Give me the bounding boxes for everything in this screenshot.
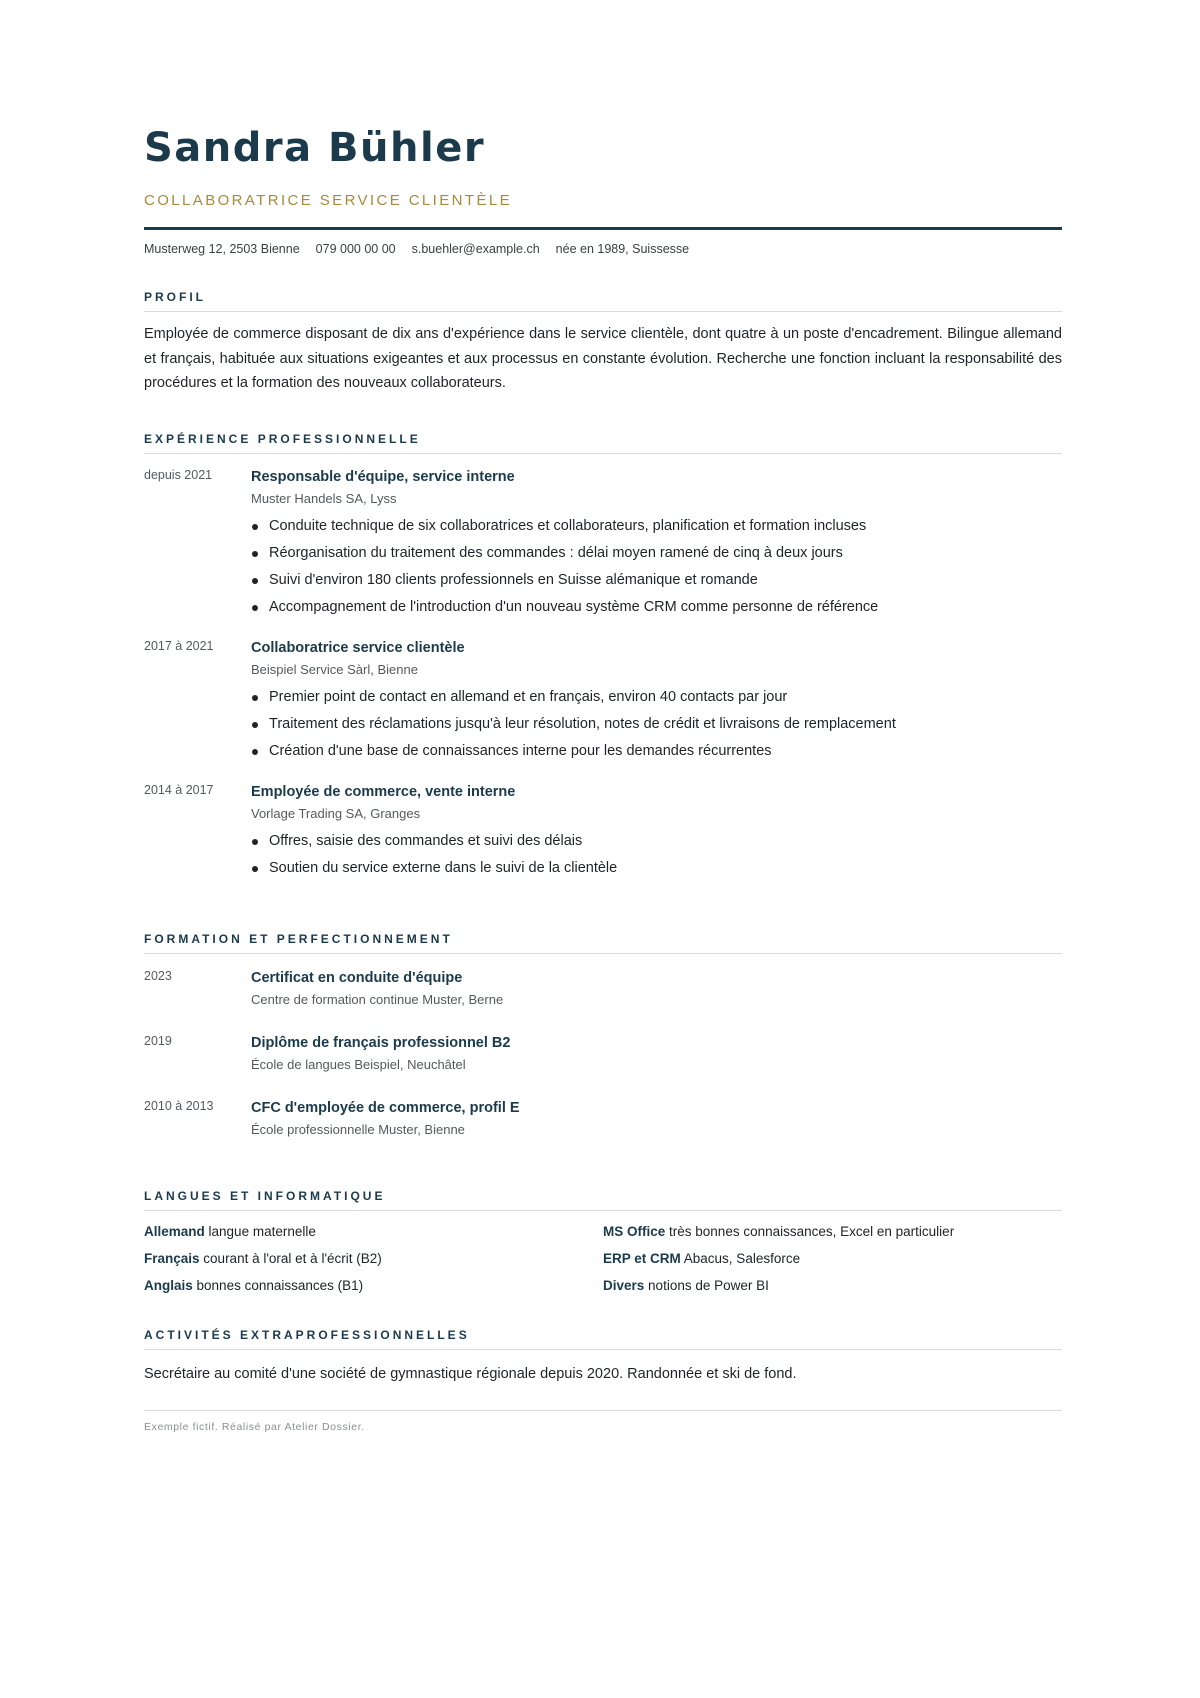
it-item <box>603 1220 1062 1244</box>
section-heading-profil: PROFIL <box>144 290 1062 312</box>
contact-line <box>144 242 1062 256</box>
entry-bullets <box>251 828 1062 882</box>
language-item <box>144 1220 603 1244</box>
experience-entry <box>144 637 1062 765</box>
section-heading-langues: LANGUES ET INFORMATIQUE <box>144 1189 1062 1211</box>
entry-organization: Beispiel Service Sàrl, Bienne <box>251 661 418 677</box>
entry-date: 2014 à 2017 <box>144 782 214 797</box>
entry-body <box>251 967 1062 1011</box>
contact-address: Musterweg 12, 2503 Bienne <box>144 242 300 256</box>
entry-body <box>251 1032 1062 1076</box>
formation-entry <box>144 967 1062 1011</box>
footer-divider <box>144 1410 1062 1411</box>
entry-date: depuis 2021 <box>144 467 213 482</box>
profil-text: Employée de commerce disposant de dix ans d'expérience dans le service clientèle, dont quatre à un poste d'encadrement. Bilingue allemand et français, habituée aux situations exigeantes et aux processus en constante évolution. Recherche une fonction incluant la responsabilité des procédures et la formation des nouveaux collaborateurs. <box>144 326 1062 391</box>
entry-role: Employée de commerce, vente interne <box>251 783 516 800</box>
formation-school: Centre de formation continue Muster, Berne <box>251 991 504 1007</box>
formation-school: École professionnelle Muster, Bienne <box>251 1121 465 1137</box>
skill-label: ERP et CRM <box>603 1250 681 1266</box>
entry-organization: Vorlage Trading SA, Granges <box>251 805 421 821</box>
bullet-item: Conduite technique de six collaboratrices et collaborateurs, planification et formation incluses <box>251 513 1062 540</box>
skill-label: MS Office <box>603 1223 666 1239</box>
skill-value: Abacus, Salesforce <box>683 1250 801 1266</box>
entry-body <box>251 466 1062 621</box>
formation-school: École de langues Beispiel, Neuchâtel <box>251 1056 466 1072</box>
contact-birth: née en 1989, Suissesse <box>555 242 690 256</box>
entry-body <box>251 637 1062 765</box>
bullet-item: Premier point de contact en allemand et en français, environ 40 contacts par jour <box>251 684 1062 711</box>
skill-value: bonnes connaissances (B1) <box>196 1277 364 1293</box>
language-item <box>144 1247 603 1271</box>
header-divider <box>144 227 1062 230</box>
job-title: COLLABORATRICE SERVICE CLIENTÈLE <box>144 192 512 209</box>
bullet-item: Réorganisation du traitement des commandes : délai moyen ramené de cinq à deux jours <box>251 540 1062 567</box>
bullet-item: Accompagnement de l'introduction d'un nouveau système CRM comme personne de référence <box>251 594 1062 621</box>
entry-body <box>251 1097 1062 1141</box>
bullet-item: Suivi d'environ 180 clients professionnels en Suisse alémanique et romande <box>251 567 1062 594</box>
it-item <box>603 1247 1062 1271</box>
experience-list <box>144 466 1062 882</box>
skill-label: Divers <box>603 1277 645 1293</box>
skill-label: Français <box>144 1250 200 1266</box>
entry-date: 2017 à 2021 <box>144 638 214 653</box>
experience-entry <box>144 466 1062 621</box>
bullet-item: Création d'une base de connaissances interne pour les demandes récurrentes <box>251 738 1062 765</box>
candidate-name: Sandra Bühler <box>144 125 486 171</box>
activites-text: Secrétaire au comité d'une société de gymnastique régionale depuis 2020. Randonnée et ski de fond. <box>144 1365 797 1382</box>
entry-bullets <box>251 684 1062 765</box>
entry-role: Responsable d'équipe, service interne <box>251 468 515 485</box>
skill-value: langue maternelle <box>208 1223 316 1239</box>
skill-value: très bonnes connaissances, Excel en particulier <box>669 1223 955 1239</box>
formation-title: CFC d'employée de commerce, profil E <box>251 1099 520 1116</box>
bullet-item: Traitement des réclamations jusqu'à leur résolution, notes de crédit et livraisons de remplacement <box>251 711 1062 738</box>
contact-phone: 079 000 00 00 <box>315 242 396 256</box>
entry-organization: Muster Handels SA, Lyss <box>251 490 397 506</box>
skill-value: courant à l'oral et à l'écrit (B2) <box>203 1250 382 1266</box>
bullet-item: Soutien du service externe dans le suivi de la clientèle <box>251 855 1062 882</box>
entry-date: 2019 <box>144 1033 172 1048</box>
skill-label: Allemand <box>144 1223 205 1239</box>
formation-entry <box>144 1032 1062 1076</box>
it-item <box>603 1274 1062 1298</box>
contact-email: s.buehler@example.ch <box>411 242 540 256</box>
languages-grid <box>144 1220 1062 1298</box>
formation-title: Diplôme de français professionnel B2 <box>251 1034 511 1051</box>
section-heading-experience: EXPÉRIENCE PROFESSIONNELLE <box>144 432 1062 454</box>
entry-bullets <box>251 513 1062 621</box>
entry-body <box>251 781 1062 882</box>
cv-content <box>144 118 1062 1433</box>
language-item <box>144 1274 603 1298</box>
footer-note: Exemple fictif. Réalisé par Atelier Dossier. <box>144 1420 365 1433</box>
skill-value: notions de Power BI <box>648 1277 769 1293</box>
formation-entry <box>144 1097 1062 1141</box>
formation-title: Certificat en conduite d'équipe <box>251 969 463 986</box>
entry-date: 2010 à 2013 <box>144 1098 214 1113</box>
formation-list <box>144 967 1062 1141</box>
experience-entry <box>144 781 1062 882</box>
section-heading-formation: FORMATION ET PERFECTIONNEMENT <box>144 932 1062 954</box>
entry-date: 2023 <box>144 968 172 983</box>
section-heading-activites: ACTIVITÉS EXTRAPROFESSIONNELLES <box>144 1328 1062 1350</box>
bullet-item: Offres, saisie des commandes et suivi des délais <box>251 828 1062 855</box>
entry-role: Collaboratrice service clientèle <box>251 639 465 656</box>
skill-label: Anglais <box>144 1277 193 1293</box>
